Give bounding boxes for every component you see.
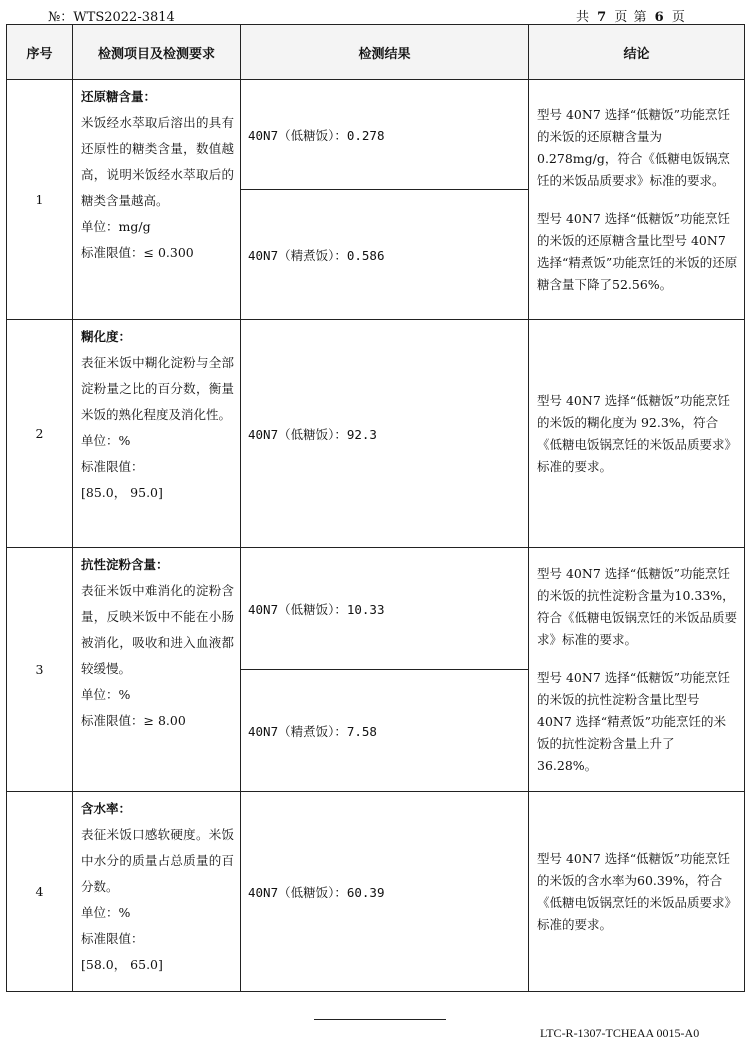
item-title: 抗性淀粉含量： (81, 557, 169, 572)
conclusion-text: 型号 40N7 选择“低糖饭”功能烹饪的米饭的还原糖含量为0.278mg/g，符合《低糖电饭锅烹饪的米饭品质要求》标准的要求。 (537, 106, 731, 188)
table-row (7, 548, 745, 670)
test-item-cell (73, 548, 241, 792)
item-limit-label: 标准限值： (81, 459, 144, 474)
conclusion-cell (529, 792, 745, 992)
test-item-cell (73, 80, 241, 320)
conclusion-text: 型号 40N7 选择“低糖饭”功能烹饪的米饭的抗性淀粉含量比型号 40N7 选择“精煮饭”功能烹饪的米饭的抗性淀粉含量上升了 36.28%。 (537, 669, 731, 773)
conclusion-text: 型号 40N7 选择“低糖饭”功能烹饪的米饭的含水率为60.39%，符合《低糖电饭锅烹饪的米饭品质要求》标准的要求。 (537, 850, 738, 932)
item-limit-label: 标准限值：≤ 0.300 (81, 245, 194, 260)
item-limit-label: 标准限值： (81, 931, 144, 946)
col-header-no: 序号 (7, 25, 73, 80)
document-code: LTC-R-1307-TCHEAA 0015-A0 (540, 1026, 700, 1040)
test-results-table (6, 24, 745, 992)
conclusion-text: 型号 40N7 选择“低糖饭”功能烹饪的米饭的糊化度为 92.3%，符合《低糖电饭锅烹饪的米饭品质要求》标准的要求。 (537, 392, 738, 474)
row-number: 4 (7, 792, 73, 992)
page-label-mid: 页 第 (614, 10, 648, 25)
conclusion-text: 型号 40N7 选择“低糖饭”功能烹饪的米饭的抗性淀粉含量为10.33%，符合《低糖电饭锅烹饪的米饭品质要求》标准的要求。 (537, 565, 738, 647)
item-description: 表征米饭口感软硬度。米饭中水分的质量占总质量的百分数。 (81, 827, 234, 894)
conclusion-cell (529, 80, 745, 320)
item-unit: 单位：% (81, 433, 131, 448)
item-limit-value: [85.0， 95.0] (81, 485, 163, 500)
item-unit: 单位：% (81, 905, 131, 920)
item-limit-value: [58.0， 65.0] (81, 957, 163, 972)
result-cell: 40N7（低糖饭）：92.3 (241, 320, 529, 548)
col-header-conclusion: 结论 (529, 25, 745, 80)
test-item-cell (73, 320, 241, 548)
page-total-prefix: 共 (576, 10, 591, 25)
item-unit: 单位：% (81, 687, 131, 702)
conclusion-cell (529, 320, 745, 548)
result-cell: 40N7（精煮饭）：7.58 (241, 670, 529, 792)
row-number: 1 (7, 80, 73, 320)
conclusion-cell (529, 548, 745, 792)
page-suffix: 页 (671, 10, 686, 25)
page-indicator (576, 6, 686, 25)
item-description: 表征米饭中糊化淀粉与全部淀粉量之比的百分数，衡量米饭的熟化程度及消化性。 (81, 355, 234, 422)
table-row (7, 80, 745, 190)
result-cell: 40N7（低糖饭）：10.33 (241, 548, 529, 670)
table-row (7, 792, 745, 992)
result-cell: 40N7（低糖饭）：0.278 (241, 80, 529, 190)
page-current: 6 (654, 10, 665, 25)
item-description: 米饭经水萃取后溶出的具有还原性的糖类含量，数值越高，说明米饭经水萃取后的糖类含量越高。 (81, 115, 234, 208)
item-title: 还原糖含量： (81, 89, 157, 104)
result-cell: 40N7（精煮饭）：0.586 (241, 190, 529, 320)
item-title: 糊化度： (81, 329, 132, 344)
table-row (7, 320, 745, 548)
result-cell: 40N7（低糖饭）：60.39 (241, 792, 529, 992)
row-number: 3 (7, 548, 73, 792)
test-item-cell (73, 792, 241, 992)
item-unit: 单位：mg/g (81, 219, 151, 234)
page-total: 7 (597, 10, 608, 25)
footer-divider (314, 1019, 446, 1020)
conclusion-text: 型号 40N7 选择“低糖饭”功能烹饪的米饭的还原糖含量比型号 40N7 选择“精煮饭”功能烹饪的米饭的还原糖含量下降了52.56%。 (537, 210, 738, 292)
item-limit-label: 标准限值：≥ 8.00 (81, 713, 186, 728)
col-header-result: 检测结果 (241, 25, 529, 80)
row-number: 2 (7, 320, 73, 548)
item-description: 表征米饭中难消化的淀粉含量，反映米饭中不能在小肠被消化，吸收和进入血液都较缓慢。 (81, 583, 234, 676)
table-header-row (7, 25, 745, 80)
col-header-item: 检测项目及检测要求 (73, 25, 241, 80)
item-title: 含水率： (81, 801, 132, 816)
report-number: №：WTS2022-3814 (48, 10, 175, 25)
